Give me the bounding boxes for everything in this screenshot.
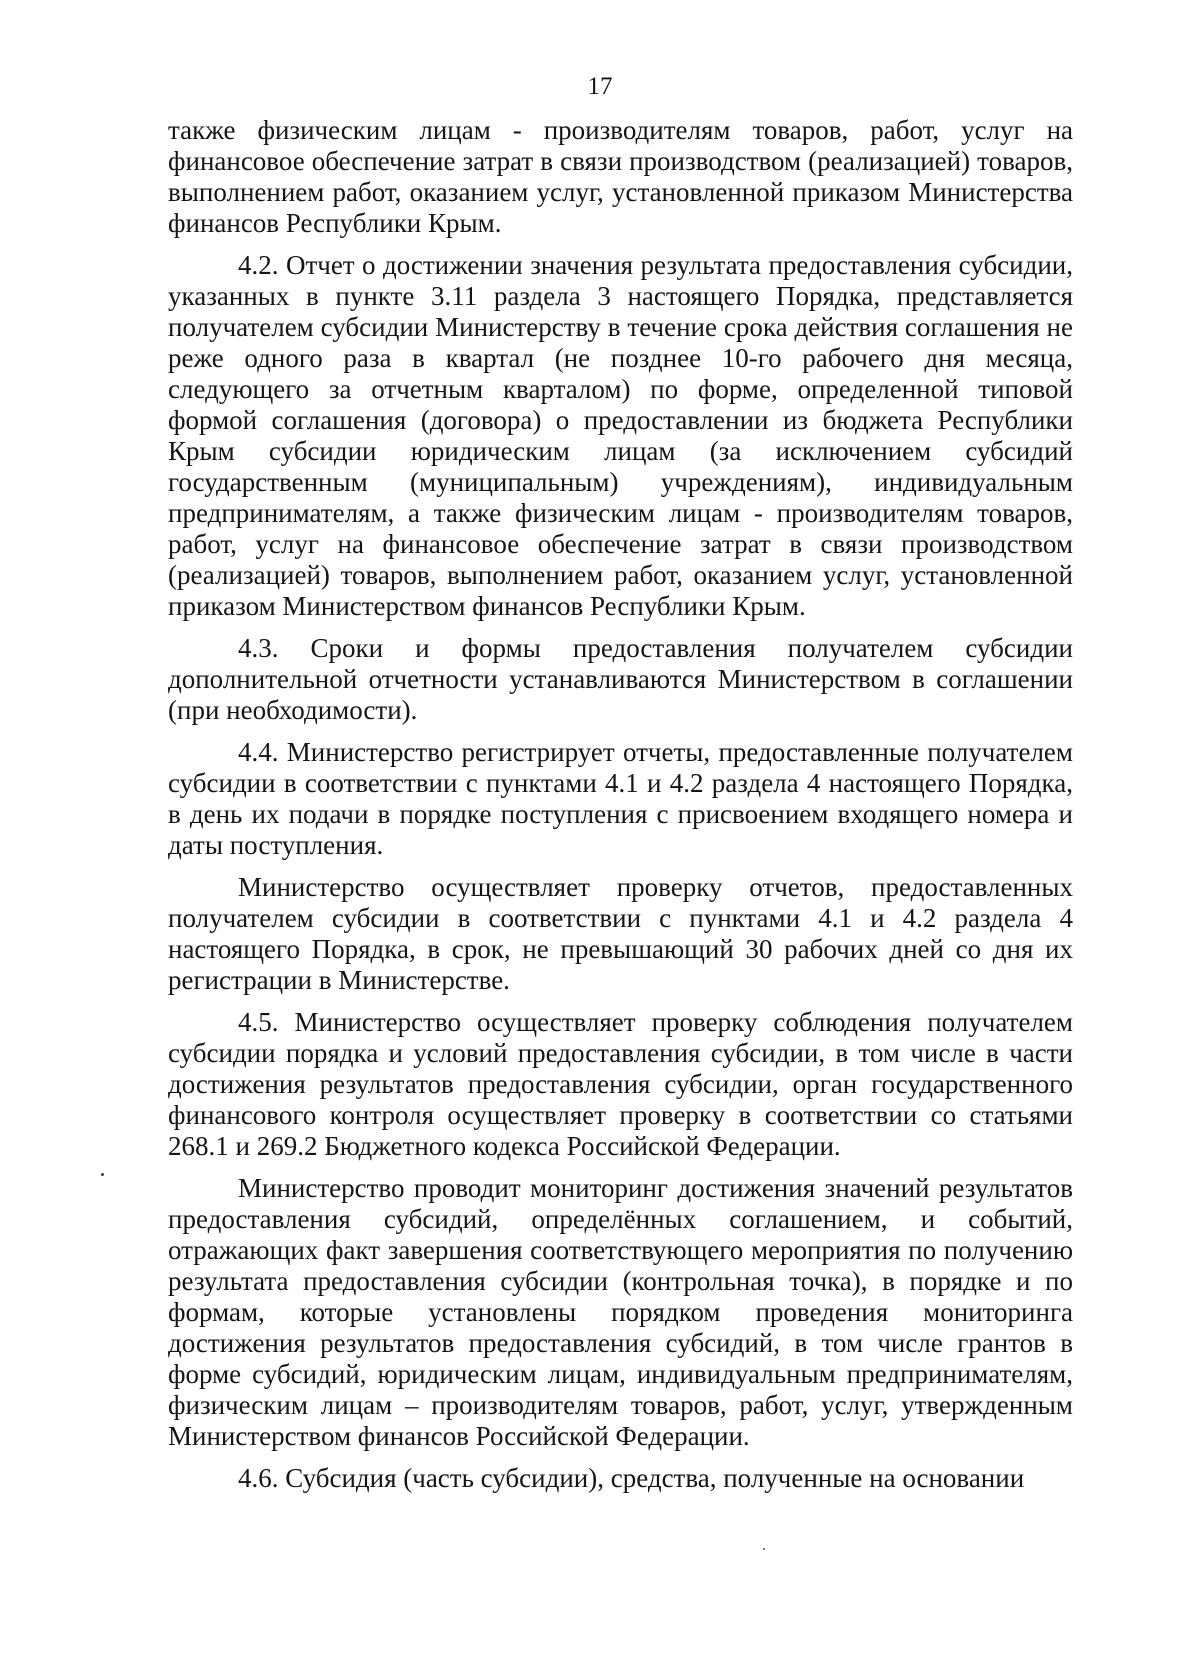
paragraph-4-5-monitoring: Министерство проводит мониторинг достижения значений результатов предоставления субсидий, определённых соглашением, и событий, отражающих факт завершения соответствующего мероприятия по получению результата предоставления субсидии (контрольная точка), в порядке и по формам, которые установлены порядком проведения мониторинга достижения результатов предоставления субсидий, в том числе грантов в форме субсидий, юридическим лицам, индивидуальным предпринимателям, физическим лицам – производителям товаров, работ, услуг, утвержденным Министерством финансов Российской Федерации. (168, 1173, 1073, 1451)
scan-margin-dot (101, 1173, 104, 1176)
paragraph-continuation: также физическим лицам - производителям товаров, работ, услуг на финансовое обеспечение затрат в связи производством (реализацией) товаров, выполнением работ, оказанием услуг, установленной приказом Министерства финансов Республики Крым. (168, 115, 1073, 238)
paragraph-4-4-verification: Министерство осуществляет проверку отчетов, предоставленных получателем субсидии в соответствии с пунктами 4.1 и 4.2 раздела 4 настоящего Порядка, в срок, не превышающий 30 рабочих дней со дня их регистрации в Министерстве. (168, 872, 1073, 995)
paragraph-4-4: 4.4. Министерство регистрирует отчеты, предоставленные получателем субсидии в соответствии с пунктами 4.1 и 4.2 раздела 4 настоящего Порядка, в день их подачи в порядке поступления с присвоением входящего номера и даты поступления. (168, 737, 1073, 860)
scan-speck (763, 1548, 765, 1550)
paragraph-4-5: 4.5. Министерство осуществляет проверку соблюдения получателем субсидии порядка и условий предоставления субсидии, в том числе в части достижения результатов предоставления субсидии, орган государственного финансового контроля осуществляет проверку в соответствии со статьями 268.1 и 269.2 Бюджетного кодекса Российской Федерации. (168, 1007, 1073, 1161)
document-body (168, 115, 1073, 1505)
paragraph-4-2: 4.2. Отчет о достижении значения результата предоставления субсидии, указанных в пункте 3.11 раздела 3 настоящего Порядка, представляется получателем субсидии Министерству в течение срока действия соглашения не реже одного раза в квартал (не позднее 10-го рабочего дня месяца, следующего за отчетным кварталом) по форме, определенной типовой формой соглашения (договора) о предоставлении из бюджета Республики Крым субсидии юридическим лицам (за исключением субсидий государственным (муниципальным) учреждениям), индивидуальным предпринимателям, а также физическим лицам - производителям товаров, работ, услуг на финансовое обеспечение затрат в связи производством (реализацией) товаров, выполнением работ, оказанием услуг, установленной приказом Министерством финансов Республики Крым. (168, 250, 1073, 621)
paragraph-4-3: 4.3. Сроки и формы предоставления получателем субсидии дополнительной отчетности устанавливаются Министерством в соглашении (при необходимости). (168, 633, 1073, 725)
paragraph-4-6: 4.6. Субсидия (часть субсидии), средства, полученные на основании (238, 1463, 1025, 1493)
page-number: 17 (587, 73, 613, 100)
